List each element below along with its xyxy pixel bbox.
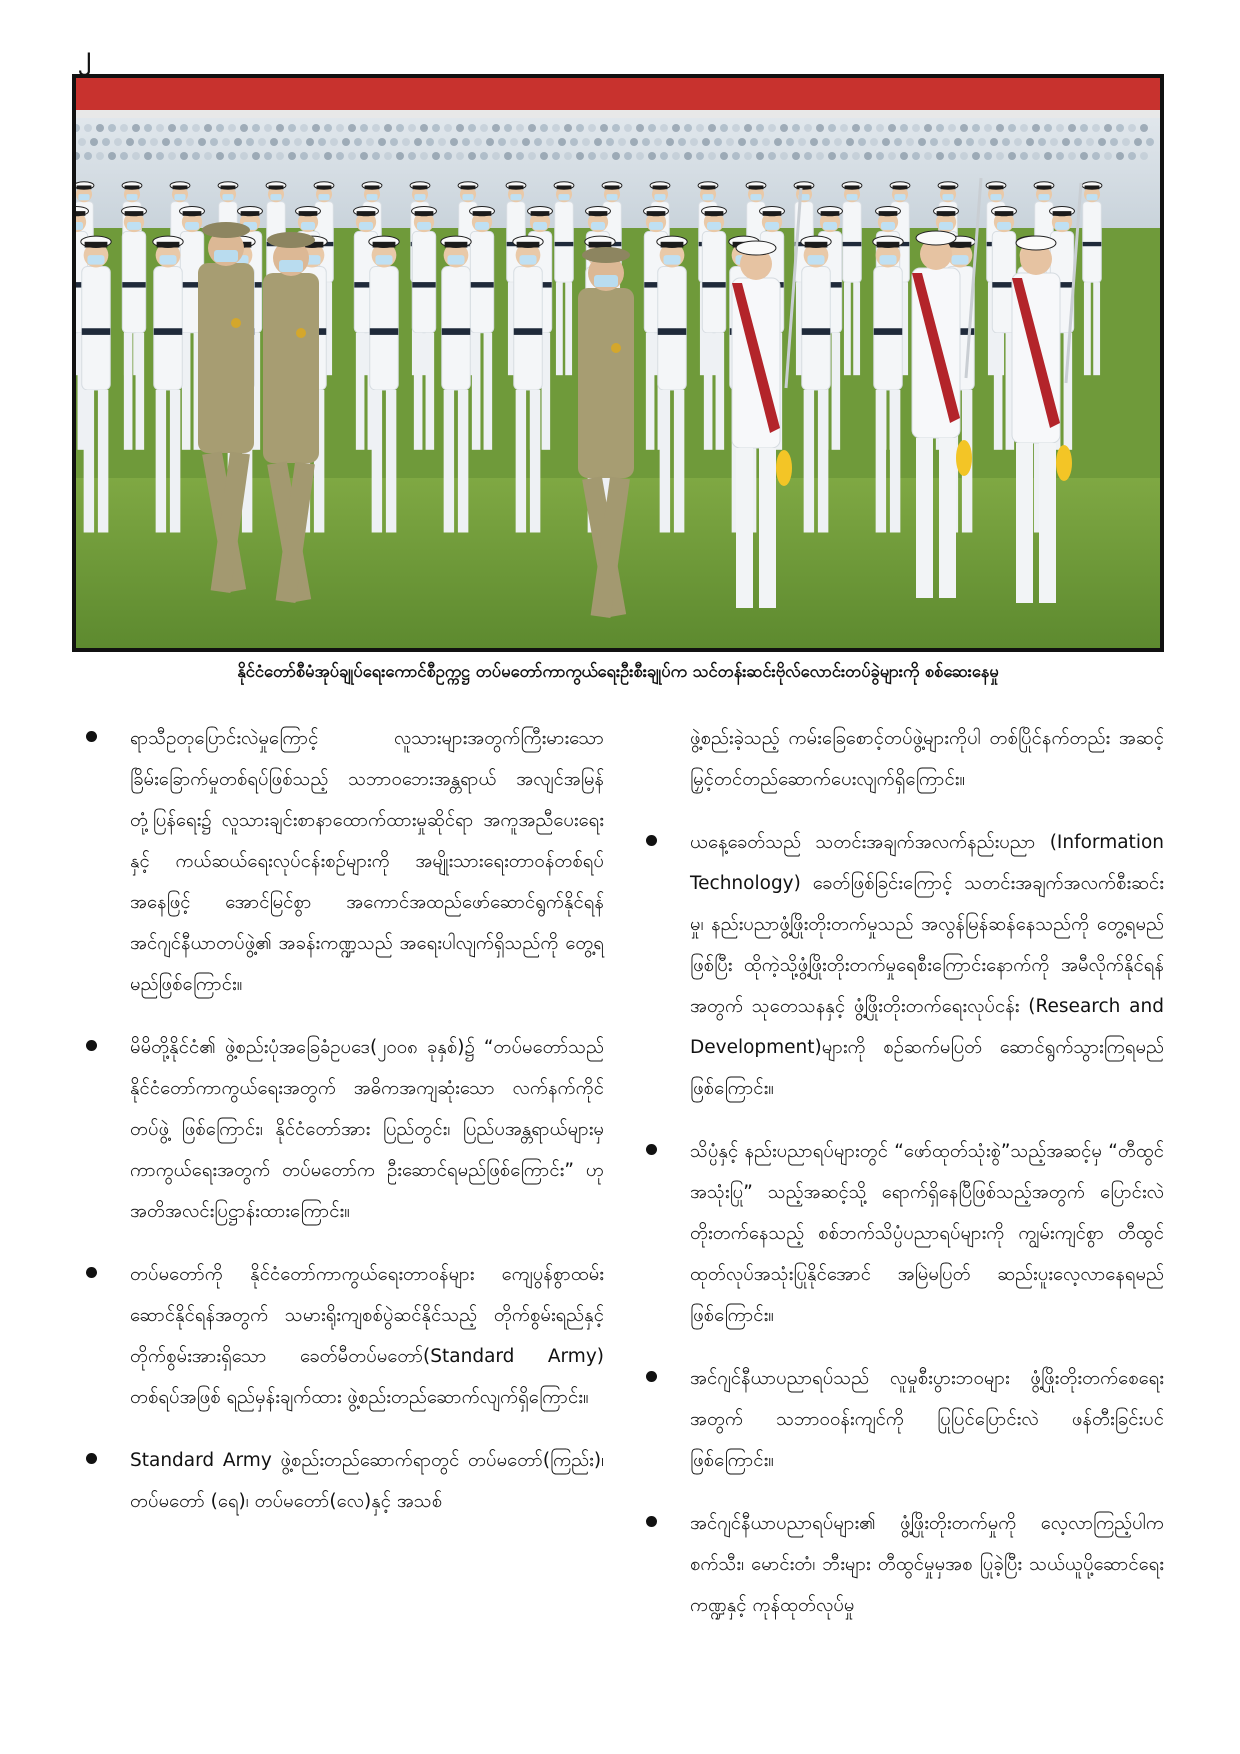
- bullet-text: တပ်မတော်ကို နိုင်ငံတော်ကာကွယ်ရေးတာဝန်များ ကျေပွန်စွာထမ်းဆောင်နိုင်ရန်အတွက် သမားရိုးကျစစ်ပွဲဆင်နိုင်သည့် တိုက်စွမ်းရည်နှင့် တိုက်စွမ်းအားရှိသော ခေတ်မီတပ်မတော်(Standard Army) တစ်ရပ်အဖြစ် ရည်မှန်းချက်ထား ဖွဲ့စည်းတည်ဆောက်လျက်ရှိကြောင်း။: [130, 1264, 604, 1408]
- left-column: [84, 718, 604, 1544]
- bullet-icon: [646, 835, 657, 846]
- bullet-item: [84, 1440, 604, 1522]
- bullet-text: ရာသီဥတုပြောင်းလဲမှုကြောင့် လူသားများအတွက်ကြီးမားသော ခြိမ်းခြောက်မှုတစ်ရပ်ဖြစ်သည့် သဘာဝဘေးအန္တရာယ် အလျင်အမြန်တုံ့ပြန်ရေး၌ လူသားချင်းစာနာထောက်ထားမှုဆိုင်ရာ အကူအညီပေးရေးနှင့် ကယ်ဆယ်ရေးလုပ်ငန်းစဉ်များကို အမျိုးသားရေးတာဝန်တစ်ရပ်အနေဖြင့် အောင်မြင်စွာ အကောင်အထည်ဖော်ဆောင်ရွက်နိုင်ရန် အင်ဂျင်နီယာတပ်ဖွဲ့၏ အခန်းကဏ္ဍသည် အရေးပါလျက်ရှိသည်ကို တွေ့ရမည်ဖြစ်ကြောင်း။: [130, 728, 604, 995]
- cadet-figure: [702, 206, 727, 449]
- bullet-icon: [646, 1371, 657, 1382]
- bullet-item: [644, 1131, 1164, 1336]
- cadet-figure: [470, 206, 495, 449]
- bullet-item: [84, 718, 604, 1005]
- bullet-item: [644, 1358, 1164, 1481]
- red-banner: [76, 78, 1160, 110]
- cadet-figure: [1082, 182, 1102, 375]
- bullet-icon: [86, 1267, 97, 1278]
- parade-photo: [72, 74, 1164, 652]
- cadet-figure: [412, 206, 437, 449]
- right-column: [644, 718, 1164, 1648]
- article-body: [84, 718, 1164, 1718]
- bullet-icon: [646, 1144, 657, 1155]
- parade-photo-illustration: [76, 78, 1160, 648]
- continued-text: ဖွဲ့စည်းခဲ့သည့် ကမ်းခြေစောင့်တပ်ဖွဲ့များကိုပါ တစ်ပြိုင်နက်တည်း အဆင့်မြှင့်တင်တည်ဆောက်ပေးလျက်ရှိကြောင်း။: [690, 728, 1164, 790]
- bullet-icon: [86, 1040, 97, 1051]
- bullet-item: [84, 1027, 604, 1232]
- bullet-text: အင်ဂျင်နီယာပညာရပ်များ၏ ဖွံ့ဖြိုးတိုးတက်မှုကို လေ့လာကြည့်ပါက စက်သီး၊ မောင်းတံ၊ ဘီးများ တီထွင်မှုမှအစ ပြုခဲ့ပြီး သယ်ယူပို့ဆောင်ရေးကဏ္ဍနှင့် ကုန်ထုတ်လုပ်မှု: [690, 1513, 1164, 1616]
- bullet-item: [84, 1254, 604, 1418]
- bullet-text: ယနေ့ခေတ်သည် သတင်းအချက်အလက်နည်းပညာ (Information Technology) ခေတ်ဖြစ်ခြင်းကြောင့် သတင်းအချက်အလက်စီးဆင်းမှု၊ နည်းပညာဖွံ့ဖြိုးတိုးတက်မှုသည် အလွန်မြန်ဆန်နေသည်ကို တွေ့ရမည်ဖြစ်ပြီး ထိုကဲ့သို့ဖွံ့ဖြိုးတိုးတက်မှုရေစီးကြောင်းနောက်ကို အမီလိုက်နိုင်ရန်အတွက် သုတေသနနှင့် ဖွံ့ဖြိုးတိုးတက်ရေးလုပ်ငန်း (Research and Development)များကို စဉ်ဆက်မပြတ် ဆောင်ရွက်သွားကြရမည်ဖြစ်ကြောင်း။: [690, 832, 1164, 1099]
- bullet-icon: [646, 1516, 657, 1527]
- cadet-figure: [554, 182, 574, 375]
- bullet-text: မိမိတို့နိုင်ငံ၏ ဖွဲ့စည်းပုံအခြေခံဥပဒေ(၂၀၀၈ ခုနှစ်)၌ “တပ်မတော်သည် နိုင်ငံတော်ကာကွယ်ရေးအတွက် အဓိကအကျဆုံးသော လက်နက်ကိုင်တပ်ဖွဲ့ ဖြစ်ကြောင်း၊ နိုင်ငံတော်အား ပြည်တွင်း၊ ပြည်ပအန္တရာယ်များမှ ကာကွယ်ရေးအတွက် တပ်မတော်က ဦးဆောင်ရမည်ဖြစ်ကြောင်း” ဟုအတိအလင်းပြဋ္ဌာန်းထားကြောင်း။: [130, 1037, 604, 1222]
- photo-caption: နိုင်ငံတော်စီမံအုပ်ချုပ်ရေးကောင်စီဥက္ကဋ္ဌ တပ်မတော်ကာကွယ်ရေးဦးစီးချုပ်က သင်တန်းဆင်းဗိုလ်လောင်းတပ်ခွဲများကို စစ်ဆေးနေမှု: [237, 662, 999, 681]
- bullet-text: အင်ဂျင်နီယာပညာရပ်သည် လူမှုစီးပွားဘဝများ ဖွံ့ဖြိုးတိုးတက်စေရေးအတွက် သဘာဝဝန်းကျင်ကို ပြုပြင်ပြောင်းလဲ ဖန်တီးခြင်းပင်ဖြစ်ကြောင်း။: [690, 1368, 1164, 1471]
- bullet-text: Standard Army ဖွဲ့စည်းတည်ဆောက်ရာတွင် တပ်မတော်(ကြည်း)၊ တပ်မတော် (ရေ)၊ တပ်မတော်(လေ)နှင့် အသစ်: [130, 1450, 604, 1512]
- bullet-icon: [86, 731, 97, 742]
- cadet-figure: [122, 206, 147, 449]
- page-number: ၂: [78, 40, 91, 70]
- bullet-text: သိပ္ပံနှင့် နည်းပညာရပ်များတွင် “ဖော်ထုတ်သုံးစွဲ”သည့်အဆင့်မှ “တီထွင်အသုံးပြု” သည့်အဆင့်သို့ ရောက်ရှိနေပြီဖြစ်သည့်အတွက် ပြောင်းလဲတိုးတက်နေသည့် စစ်ဘက်သိပ္ပံပညာရပ်များကို ကျွမ်းကျင်စွာ တီထွင်ထုတ်လုပ်အသုံးပြုနိုင်အောင် အမြဲမပြတ် ဆည်းပူးလေ့လာနေရမည်ဖြစ်ကြောင်း။: [690, 1141, 1164, 1326]
- bullet-item: [644, 1503, 1164, 1626]
- continued-paragraph: [644, 718, 1164, 800]
- bullet-icon: [86, 1453, 97, 1464]
- cadet-figure: [842, 182, 862, 375]
- bullet-item: [644, 822, 1164, 1109]
